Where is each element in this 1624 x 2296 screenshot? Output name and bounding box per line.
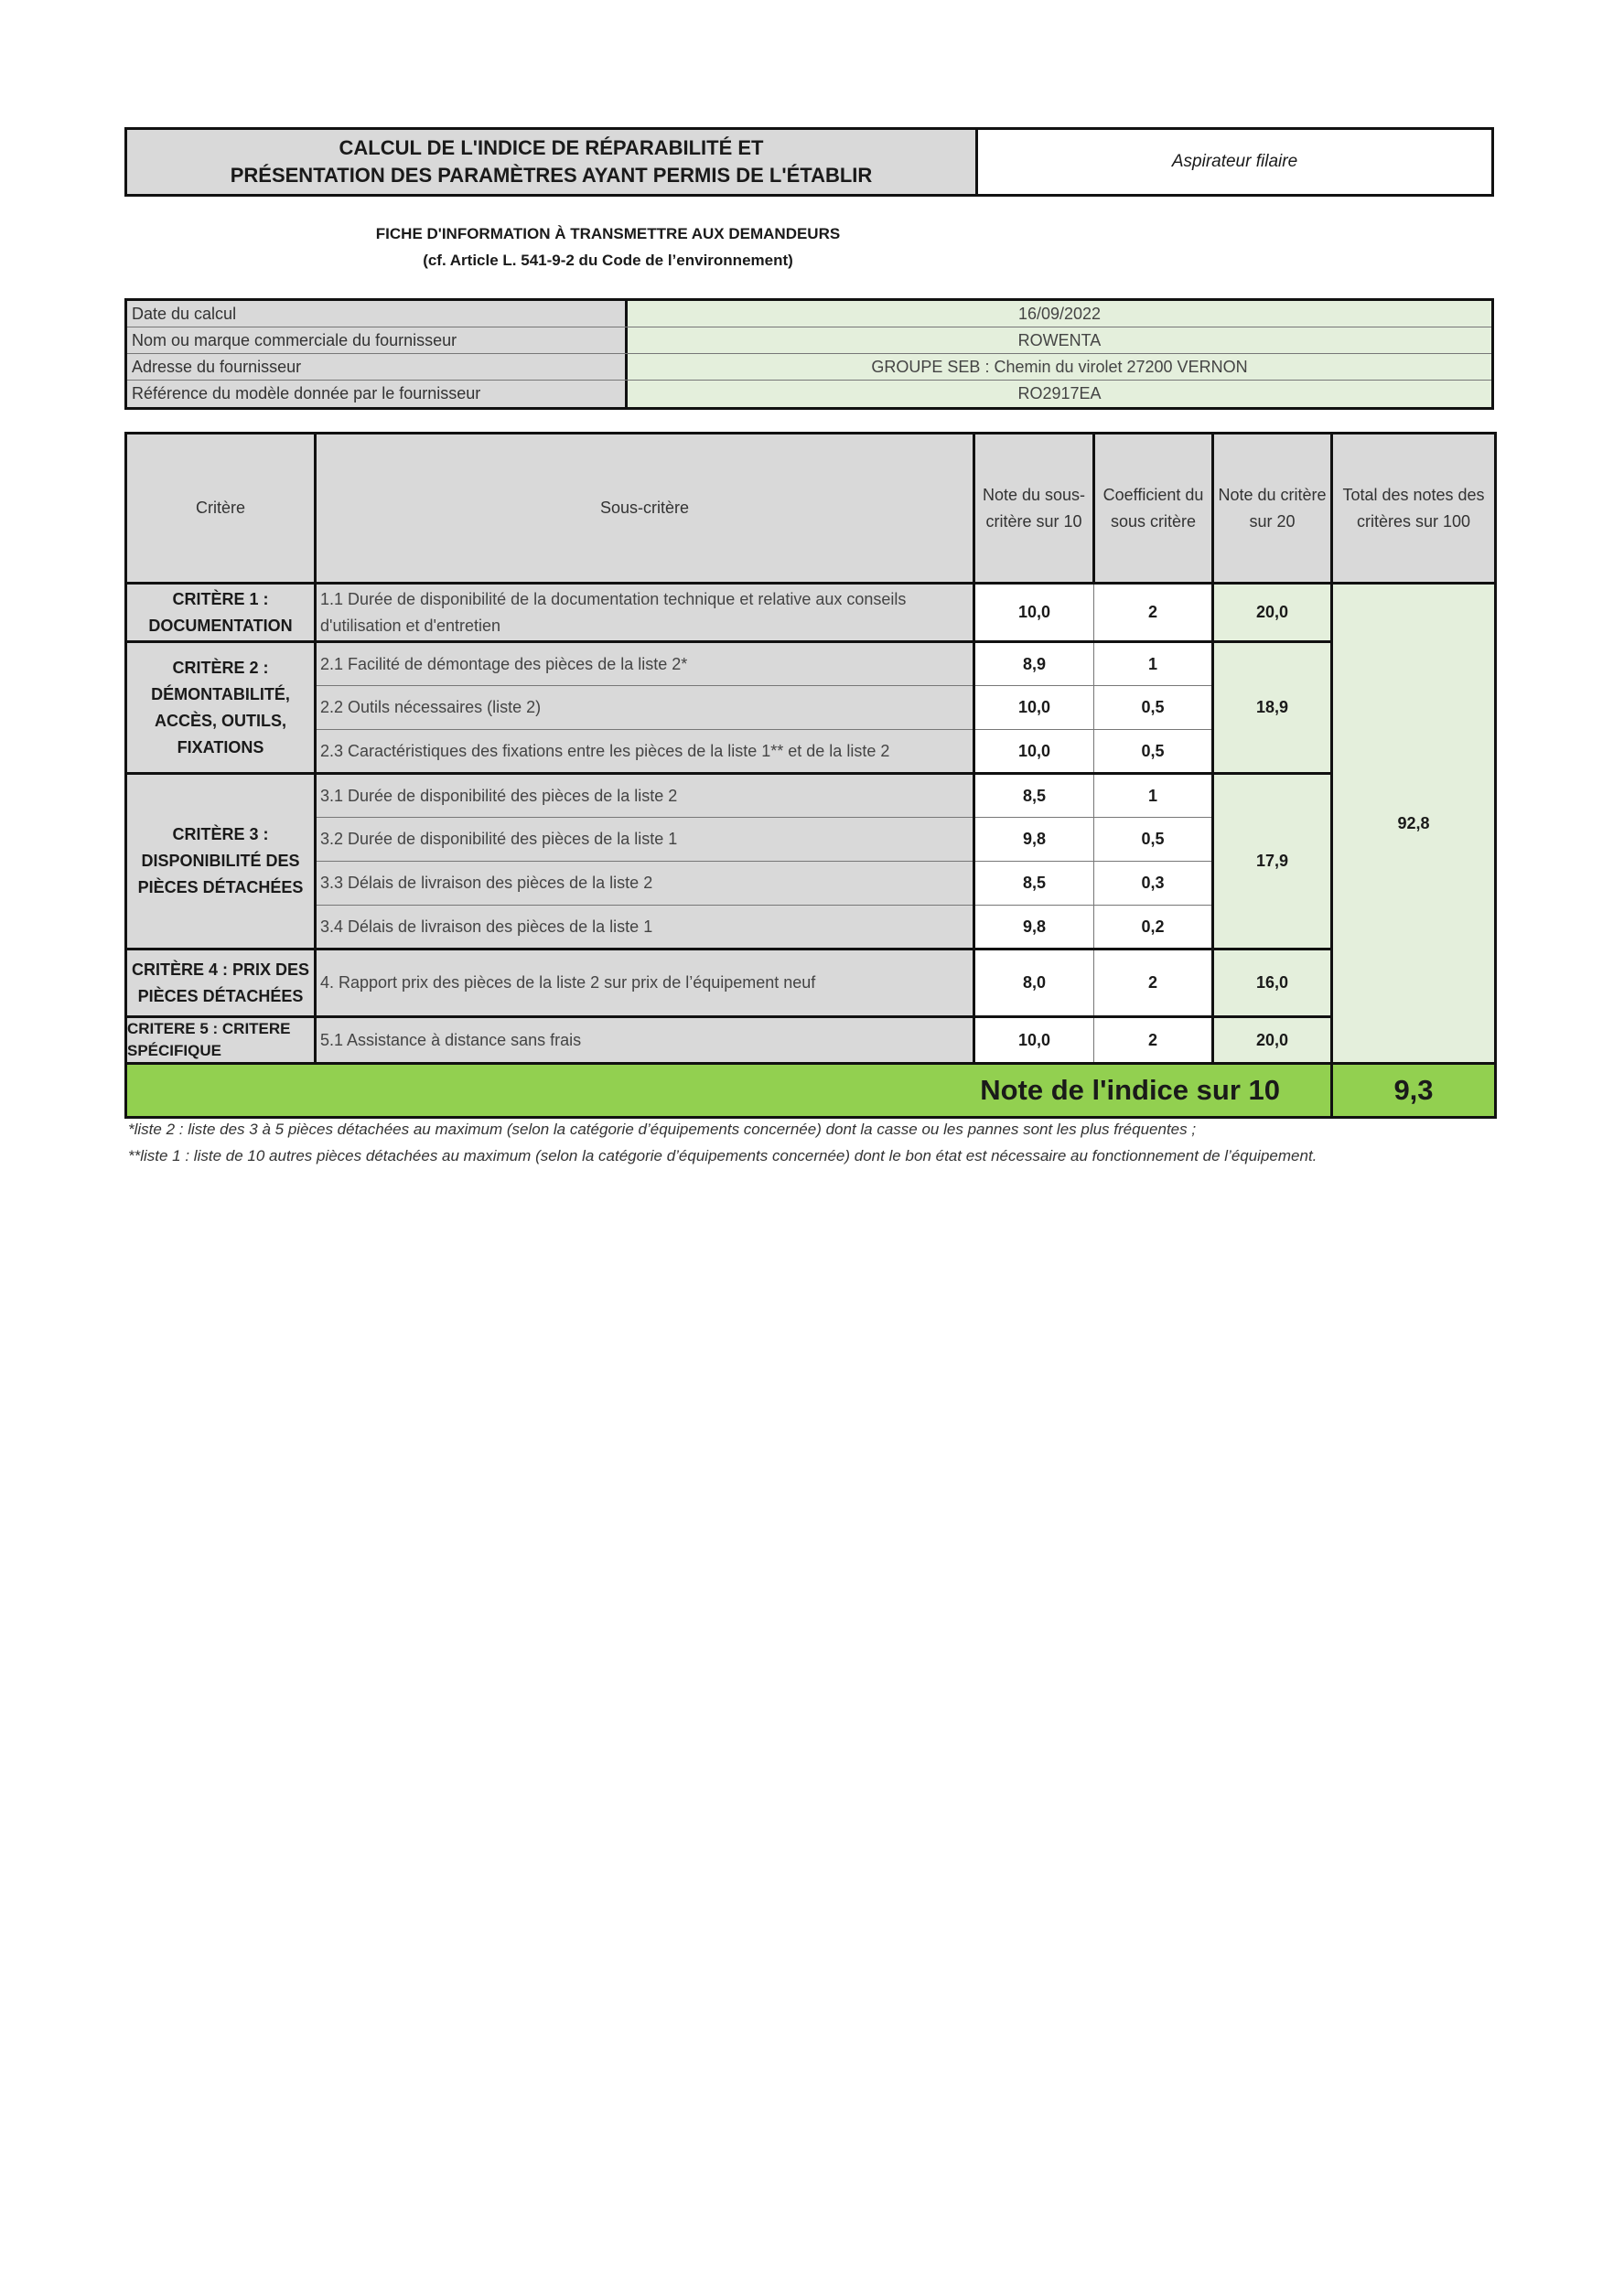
sub-coefficient: 2 [1094, 950, 1213, 1017]
final-index-label: Note de l'indice sur 10 [126, 1064, 1332, 1118]
sub-coefficient: 0,3 [1094, 862, 1213, 906]
title-line-1: CALCUL DE L'INDICE DE RÉPARABILITÉ ET [339, 136, 764, 159]
sub-coefficient: 0,5 [1094, 818, 1213, 862]
header-note-sous-critere: Note du sous-critère sur 10 [974, 434, 1094, 584]
criterion-1: CRITÈRE 1 : DOCUMENTATION [126, 584, 316, 642]
info-value: 16/09/2022 [628, 301, 1491, 327]
sub-criterion: 2.2 Outils nécessaires (liste 2) [316, 686, 974, 730]
sub-note: 10,0 [974, 686, 1094, 730]
sub-coefficient: 1 [1094, 642, 1213, 686]
sub-criterion: 2.1 Facilité de démontage des pièces de la liste 2* [316, 642, 974, 686]
sub-note: 8,0 [974, 950, 1094, 1017]
sub-note: 8,5 [974, 774, 1094, 818]
criterion-5: CRITERE 5 : CRITERE SPÉCIFIQUE [126, 1017, 316, 1064]
header-critere: Critère [126, 434, 316, 584]
fiche-line-1: FICHE D'INFORMATION À TRANSMETTRE AUX DEMANDEURS [375, 225, 841, 242]
final-row [126, 1064, 1496, 1118]
sub-note: 8,5 [974, 862, 1094, 906]
header-sous-critere: Sous-critère [316, 434, 974, 584]
info-value: RO2917EA [628, 381, 1491, 407]
supplier-info-table [124, 298, 1494, 410]
sub-note: 10,0 [974, 584, 1094, 642]
total-notes: 92,8 [1332, 584, 1496, 1064]
info-label: Date du calcul [127, 301, 628, 327]
info-row-date [127, 301, 1491, 327]
info-label: Adresse du fournisseur [127, 354, 628, 380]
criterion-2-note: 18,9 [1213, 642, 1332, 774]
info-value: ROWENTA [628, 327, 1491, 353]
info-row-address [127, 354, 1491, 381]
repairability-table [124, 432, 1497, 1119]
document-title [127, 130, 978, 194]
footnote-liste-2: *liste 2 : liste des 3 à 5 pièces détachées au maximum (selon la catégorie d’équipements concernée) dont la casse ou les pannes sont les plus fréquentes ; [128, 1121, 1197, 1138]
table-row [126, 642, 1496, 686]
table-header-row [126, 434, 1496, 584]
title-line-2: PRÉSENTATION DES PARAMÈTRES AYANT PERMIS DE L'ÉTABLIR [230, 164, 873, 187]
sub-criterion: 2.3 Caractéristiques des fixations entre les pièces de la liste 1** et de la liste 2 [316, 730, 974, 774]
criterion-5-note: 20,0 [1213, 1017, 1332, 1064]
sub-criterion: 4. Rapport prix des pièces de la liste 2 sur prix de l’équipement neuf [316, 950, 974, 1017]
info-label: Référence du modèle donnée par le fournisseur [127, 381, 628, 407]
header-note-critere: Note du critère sur 20 [1213, 434, 1332, 584]
final-index-value: 9,3 [1332, 1064, 1496, 1118]
sub-note: 9,8 [974, 818, 1094, 862]
table-row [126, 950, 1496, 1017]
sub-criterion: 3.2 Durée de disponibilité des pièces de la liste 1 [316, 818, 974, 862]
footnotes [128, 1116, 1491, 1169]
table-row [126, 774, 1496, 818]
criterion-3-note: 17,9 [1213, 774, 1332, 950]
info-row-brand [127, 327, 1491, 354]
sub-criterion: 3.1 Durée de disponibilité des pièces de la liste 2 [316, 774, 974, 818]
criterion-1-note: 20,0 [1213, 584, 1332, 642]
header-total: Total des notes des critères sur 100 [1332, 434, 1496, 584]
info-row-reference [127, 381, 1491, 407]
sub-criterion: 1.1 Durée de disponibilité de la documentation technique et relative aux conseils d'utilisation et d'entretien [316, 584, 974, 642]
sub-coefficient: 2 [1094, 1017, 1213, 1064]
fiche-subtitle [124, 220, 1092, 274]
header-coefficient: Coefficient du sous critère [1094, 434, 1213, 584]
sub-criterion: 3.3 Délais de livraison des pièces de la liste 2 [316, 862, 974, 906]
sub-note: 10,0 [974, 1017, 1094, 1064]
sub-criterion: 5.1 Assistance à distance sans frais [316, 1017, 974, 1064]
table-row [126, 584, 1496, 642]
fiche-line-2: (cf. Article L. 541-9-2 du Code de l’environnement) [423, 252, 793, 269]
sub-note: 8,9 [974, 642, 1094, 686]
info-value: GROUPE SEB : Chemin du virolet 27200 VERNON [628, 354, 1491, 380]
sub-note: 10,0 [974, 730, 1094, 774]
criterion-2: CRITÈRE 2 : DÉMONTABILITÉ, ACCÈS, OUTILS, FIXATIONS [126, 642, 316, 774]
footnote-liste-1: **liste 1 : liste de 10 autres pièces détachées au maximum (selon la catégorie d’équipements concernée) dont le bon état est nécessaire au fonctionnement de l’équipement. [128, 1147, 1317, 1164]
info-label: Nom ou marque commerciale du fournisseur [127, 327, 628, 353]
criterion-3: CRITÈRE 3 : DISPONIBILITÉ DES PIÈCES DÉTACHÉES [126, 774, 316, 950]
header-table [124, 127, 1494, 197]
criterion-4: CRITÈRE 4 : PRIX DES PIÈCES DÉTACHÉES [126, 950, 316, 1017]
sub-note: 9,8 [974, 906, 1094, 950]
sub-coefficient: 2 [1094, 584, 1213, 642]
sub-criterion: 3.4 Délais de livraison des pièces de la liste 1 [316, 906, 974, 950]
sub-coefficient: 0,5 [1094, 730, 1213, 774]
product-type: Aspirateur filaire [1171, 152, 1298, 171]
sub-coefficient: 0,2 [1094, 906, 1213, 950]
table-row [126, 1017, 1496, 1064]
sub-coefficient: 1 [1094, 774, 1213, 818]
criterion-4-note: 16,0 [1213, 950, 1332, 1017]
sub-coefficient: 0,5 [1094, 686, 1213, 730]
